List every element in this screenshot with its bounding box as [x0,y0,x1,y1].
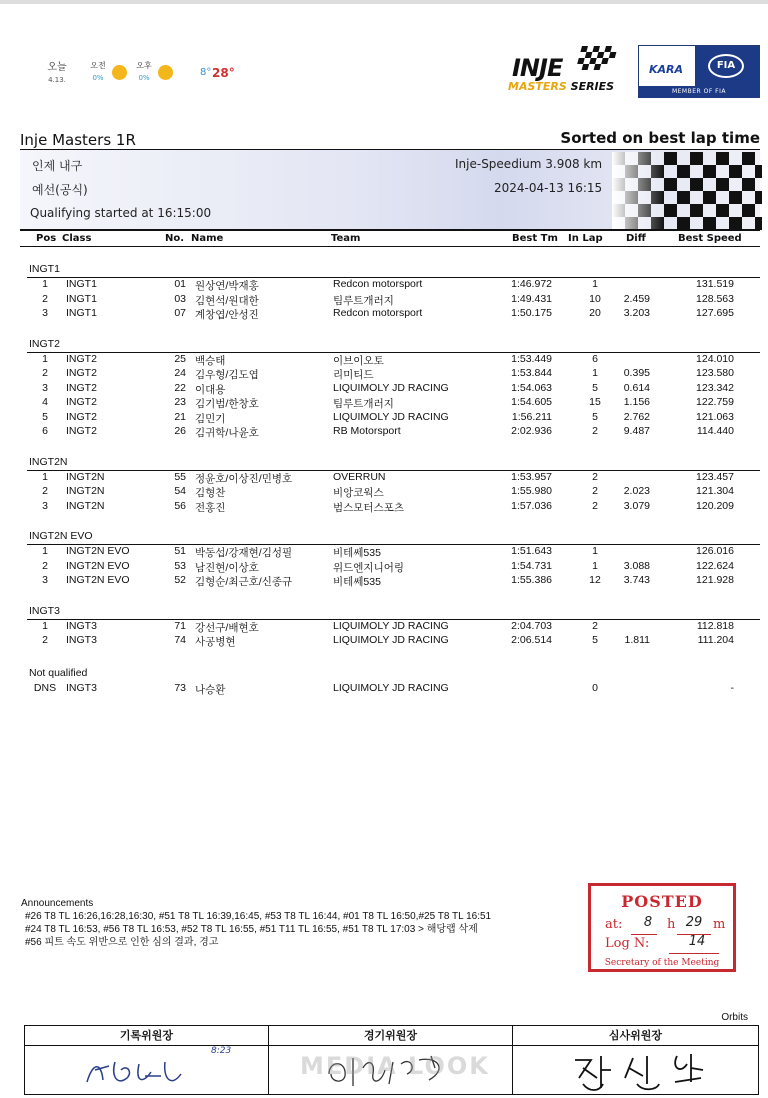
cell-lap: 1 [592,545,598,557]
col-diff: Diff [626,233,646,244]
cell-diff: 0.395 [623,367,650,379]
cell-lap: 10 [589,292,601,305]
cell-diff: 9.487 [623,425,650,437]
cell-team: LIQUIMOLY JD RACING [333,619,449,632]
cell-speed: 121.304 [696,485,734,497]
series-text: SERIES [570,80,615,93]
cell-pos: 1 [42,619,48,632]
announcement-line: #56 피트 속도 위반으로 인한 심의 결과, 경고 [25,937,219,948]
cell-lap: 0 [592,681,598,694]
weather-am-label: 오전 [90,61,106,70]
cell-name: 이대용 [195,383,226,396]
table-row [0,278,768,292]
weather-pm [132,60,156,82]
cell-pos: 1 [42,278,48,290]
posted-stamp [588,883,736,972]
cell-team: RB Motorsport [333,425,401,437]
cell-lap: 2 [592,470,598,483]
posted-minute: 29 [685,915,703,930]
cell-best: 2:04.703 [511,619,552,632]
cell-lap: 5 [592,381,598,394]
table-row [0,411,768,425]
cell-no: 21 [174,410,186,423]
table-row [0,471,768,485]
kara-logo [639,46,695,86]
cell-cls: INGT3 [66,681,97,694]
cell-pos: 2 [42,485,48,497]
cell-pos: 3 [42,381,48,394]
cell-no: 56 [174,499,186,512]
cell-no: 23 [174,396,186,408]
table-row [0,682,768,696]
cell-cls: INGT2N [66,499,105,512]
cell-diff: 1.156 [623,396,650,408]
secretary-text: Secretary of the Meeting [604,958,720,968]
cell-best: 1:53.844 [511,367,552,379]
hour-underline [631,934,657,935]
cell-name: 김형순/최근호/신종규 [195,576,293,588]
cell-cls: INGT3 [66,634,97,646]
cell-lap: 2 [592,425,598,437]
cell-pos: 1 [42,470,48,483]
cell-name: 김귀학/나윤호 [195,427,259,439]
cell-speed: 124.010 [696,352,734,365]
cell-cls: INGT2 [66,396,97,408]
fia-logo [695,46,759,86]
cell-team: 리미티드 [333,369,374,381]
sun-icon [158,65,173,80]
cell-team: 비앙코웍스 [333,487,384,499]
cell-cls: INGT2N EVO [66,559,130,572]
cell-no: 25 [174,352,186,365]
cell-lap: 5 [592,410,598,423]
announcements [21,897,491,949]
table-row [0,353,768,367]
table-row [0,367,768,381]
cell-cls: INGT2 [66,352,97,365]
cell-no: 73 [174,681,186,694]
cell-pos: 1 [42,545,48,557]
cell-best: 2:02.936 [511,425,552,437]
cell-lap: 1 [592,278,598,290]
table-row [0,293,768,307]
announcements-title: Announcements [21,898,94,909]
checkered-flag-banner [612,152,762,230]
cell-name: 강선구/배현호 [195,621,259,634]
table-row [0,307,768,321]
cell-speed: 121.928 [696,574,734,586]
cell-speed: 123.580 [696,367,734,379]
class-title: Not qualified [29,666,88,679]
cell-lap: 2 [592,619,598,632]
cell-team: 팀루트개러지 [333,398,394,410]
cell-best: 2:06.514 [511,634,552,646]
cell-cls: INGT2 [66,381,97,394]
cell-best: 1:46.972 [511,278,552,290]
steward-signature [563,1048,723,1094]
cell-lap: 1 [592,559,598,572]
cell-speed: 131.519 [696,278,734,290]
weather-date: 4.13. [48,76,66,84]
col-best-time: Best Tm [512,233,558,244]
cell-pos: DNS [33,681,57,694]
table-row [0,574,768,588]
cell-best: 1:57.036 [511,499,552,512]
table-row [0,425,768,439]
cell-lap: 5 [592,634,598,646]
timekeeper-signature [81,1052,211,1092]
cell-name: 정윤호/이상진/민병호 [195,472,293,485]
log-number [605,934,706,951]
cell-pos: 2 [42,634,48,646]
cell-best: 1:53.449 [511,352,552,365]
col-no: No. [165,233,185,244]
cell-no: 07 [174,307,186,319]
log-underline [669,953,719,954]
cell-name: 박동섭/강재현/김성필 [195,547,293,559]
posted-text: POSTED [621,892,703,911]
cell-diff: 2.762 [623,410,650,423]
cell-pos: 5 [42,410,48,423]
col-best-speed: Best Speed [678,233,742,244]
table-row [0,396,768,410]
cell-no: 53 [174,559,186,572]
cell-best: 1:55.980 [511,485,552,497]
cell-speed: 114.440 [696,425,734,437]
cell-name: 김민기 [195,412,226,425]
cell-team: 팀루트개러지 [333,294,394,307]
band-bottom-rule [20,229,760,231]
cell-best: 1:54.731 [511,559,552,572]
cell-no: 54 [174,485,186,497]
cell-cls: INGT2 [66,425,97,437]
member-of-fia: MEMBER OF FIA [639,86,759,98]
circuit-info: Inje-Speedium 3.908 km [455,157,603,171]
clerk-head: 경기위원장 [269,1026,512,1046]
cell-name: 나승환 [195,683,226,696]
session-name: 예선(공식) [32,183,88,197]
cell-diff: 3.079 [623,499,650,512]
cell-pos: 3 [42,307,48,319]
cell-name: 계창엽/안성진 [195,309,259,321]
cell-speed: 112.818 [696,619,734,632]
cell-lap: 12 [589,574,601,586]
cell-best: 1:54.605 [511,396,552,408]
cell-lap: 2 [592,499,598,512]
cell-lap: 6 [592,352,598,365]
cell-no: 03 [174,292,186,305]
log-label: Log N: [605,936,650,951]
event-title: Inje Masters 1R [20,131,136,149]
cell-team: 비테쎄535 [333,576,381,588]
cell-name: 김현석/원대한 [195,294,259,307]
cell-name: 원상연/박재홍 [195,280,259,292]
cell-team: 범스모터스포츠 [333,501,405,514]
cell-speed: 128.563 [696,292,734,305]
cell-pos: 2 [42,292,48,305]
cell-no: 51 [174,545,186,557]
cell-no: 55 [174,470,186,483]
cell-no: 71 [174,619,186,632]
weather-day [44,58,70,84]
cell-team: 이브이오토 [333,354,384,367]
checkered-flag-icon [574,46,618,76]
sort-title: Sorted on best lap time [560,129,760,147]
table-row [0,485,768,499]
steward-head: 심사위원장 [513,1026,758,1046]
table-row [0,620,768,634]
table-row [0,382,768,396]
kara-text: KARA [649,63,684,76]
qualifying-start: Qualifying started at 16:15:00 [30,206,212,220]
cell-speed: 126.016 [696,545,734,557]
cell-best: 1:51.643 [511,545,552,557]
cell-diff: 3.743 [623,574,650,586]
cell-diff: 3.088 [623,559,650,572]
at-label: at: [605,917,623,932]
cell-speed: - [730,681,734,694]
cell-diff: 3.203 [623,307,650,319]
cell-lap: 1 [592,367,598,379]
cell-no: 74 [174,634,186,646]
cell-pos: 6 [42,425,48,437]
cell-pos: 3 [42,574,48,586]
posted-at [605,915,726,932]
col-class: Class [62,233,92,244]
cell-speed: 111.204 [697,634,734,646]
sun-icon [112,65,127,80]
kara-fia-logo [638,45,760,98]
table-row [0,634,768,648]
cell-pos: 4 [42,396,48,408]
cell-best: 1:56.211 [511,410,552,423]
cell-no: 01 [174,278,186,290]
cell-team: Redcon motorsport [333,278,423,290]
cell-pos: 1 [42,352,48,365]
cell-pos: 2 [42,559,48,572]
cell-speed: 123.457 [696,470,734,483]
weather-high-temp: 28° [212,66,235,80]
cell-name: 사공병현 [195,636,236,648]
weather-pm-label: 오후 [136,61,152,70]
cell-name: 전홍진 [195,501,226,514]
class-title: INGT3 [29,604,60,617]
cell-team: 위드엔지니어링 [333,561,405,574]
cell-speed: 127.695 [696,307,734,319]
cell-cls: INGT2N [66,485,105,497]
cell-cls: INGT3 [66,619,97,632]
cell-team: LIQUIMOLY JD RACING [333,681,449,694]
column-header-rule [20,246,760,247]
table-row [0,500,768,514]
col-pos: Pos [36,233,57,244]
masters-series-text [508,80,614,93]
col-in-lap: In Lap [568,233,603,244]
class-title: INGT2N [29,455,68,468]
cell-team: LIQUIMOLY JD RACING [333,634,449,646]
posted-hour: 8 [643,915,653,930]
inje-masters-logo [508,44,620,100]
cell-name: 백승태 [195,354,226,367]
cell-pos: 3 [42,499,48,512]
class-title: INGT2N EVO [29,530,93,542]
cell-cls: INGT1 [66,292,97,305]
cell-lap: 20 [589,307,601,319]
cell-speed: 120.209 [696,499,734,512]
cell-team: Redcon motorsport [333,307,423,319]
cell-lap: 2 [592,485,598,497]
weather-am [86,60,110,82]
col-name: Name [191,233,224,244]
cell-name: 김기범/한창호 [195,398,259,410]
log-value: 14 [688,934,706,949]
cell-cls: INGT2N EVO [66,574,130,586]
cell-no: 26 [174,425,186,437]
cell-cls: INGT2N EVO [66,545,130,557]
cell-team: 비테쎄535 [333,547,381,559]
announcement-line: #26 T8 TL 16:26,16:28,16:30, #51 T8 TL 16:39,16:45, #53 T8 TL 16:44, #01 T8 TL 16:50,#25 T8 TL 16:51 [25,911,492,922]
cell-cls: INGT1 [66,278,97,290]
top-border [0,0,768,4]
cell-best: 1:55.386 [511,574,552,586]
cell-lap: 15 [589,396,601,408]
cell-best: 1:53.957 [511,470,552,483]
timekeeper-sign-time: 8:23 [211,1046,232,1056]
cell-name: 남진현/이상호 [195,561,259,574]
timekeeper-head: 기록위원장 [25,1026,268,1046]
cell-cls: INGT2N [66,470,105,483]
cell-speed: 122.759 [696,396,734,408]
cell-diff: 1.811 [624,634,650,646]
cell-speed: 122.624 [696,559,734,572]
col-team: Team [331,233,361,244]
orbits-label: Orbits [721,1012,748,1023]
weather-am-chance: 0% [92,74,104,82]
cell-team: OVERRUN [333,470,386,483]
session-datetime: 2024-04-13 16:15 [494,181,603,195]
cell-no: 22 [174,381,186,394]
cell-best: 1:49.431 [511,292,552,305]
race-name: 인제 내구 [32,159,83,173]
class-title: INGT2 [29,337,60,350]
cell-best: 1:50.175 [511,307,552,319]
cell-speed: 123.342 [696,381,734,394]
minute-unit: m [713,917,726,932]
hour-unit: h [667,917,676,932]
cell-diff: 2.459 [623,292,650,305]
cell-diff: 0.614 [623,381,650,394]
cell-speed: 121.063 [696,410,734,423]
inje-logo-text: INJE [512,54,563,82]
cell-best: 1:54.063 [511,381,552,394]
masters-text: MASTERS [508,80,567,93]
cell-diff: 2.023 [623,485,650,497]
table-row [0,560,768,574]
watermark: MEDIA LOOK [300,1052,490,1080]
class-title: INGT1 [29,263,60,275]
fia-text: FIA [708,54,744,78]
weather-day-label: 오늘 [47,62,67,73]
cell-cls: INGT2 [66,367,97,379]
weather-low-temp: 8° [200,67,212,78]
weather-pm-chance: 0% [138,74,150,82]
cell-pos: 2 [42,367,48,379]
cell-cls: INGT2 [66,410,97,423]
announcement-line: #24 T8 TL 16:53, #56 T8 TL 16:53, #52 T8 TL 16:55, #51 T11 TL 16:55, #51 T8 TL 17:03 > 해당랩 삭제 [25,924,478,935]
cell-name: 김형찬 [195,487,226,499]
cell-no: 24 [174,367,186,379]
cell-name: 김우형/김도엽 [195,369,259,381]
cell-cls: INGT1 [66,307,97,319]
table-row [0,545,768,559]
signature-cell-timekeeper [25,1026,269,1094]
cell-no: 52 [174,574,186,586]
signature-cell-steward [513,1026,758,1094]
cell-team: LIQUIMOLY JD RACING [333,381,449,394]
cell-team: LIQUIMOLY JD RACING [333,410,449,423]
